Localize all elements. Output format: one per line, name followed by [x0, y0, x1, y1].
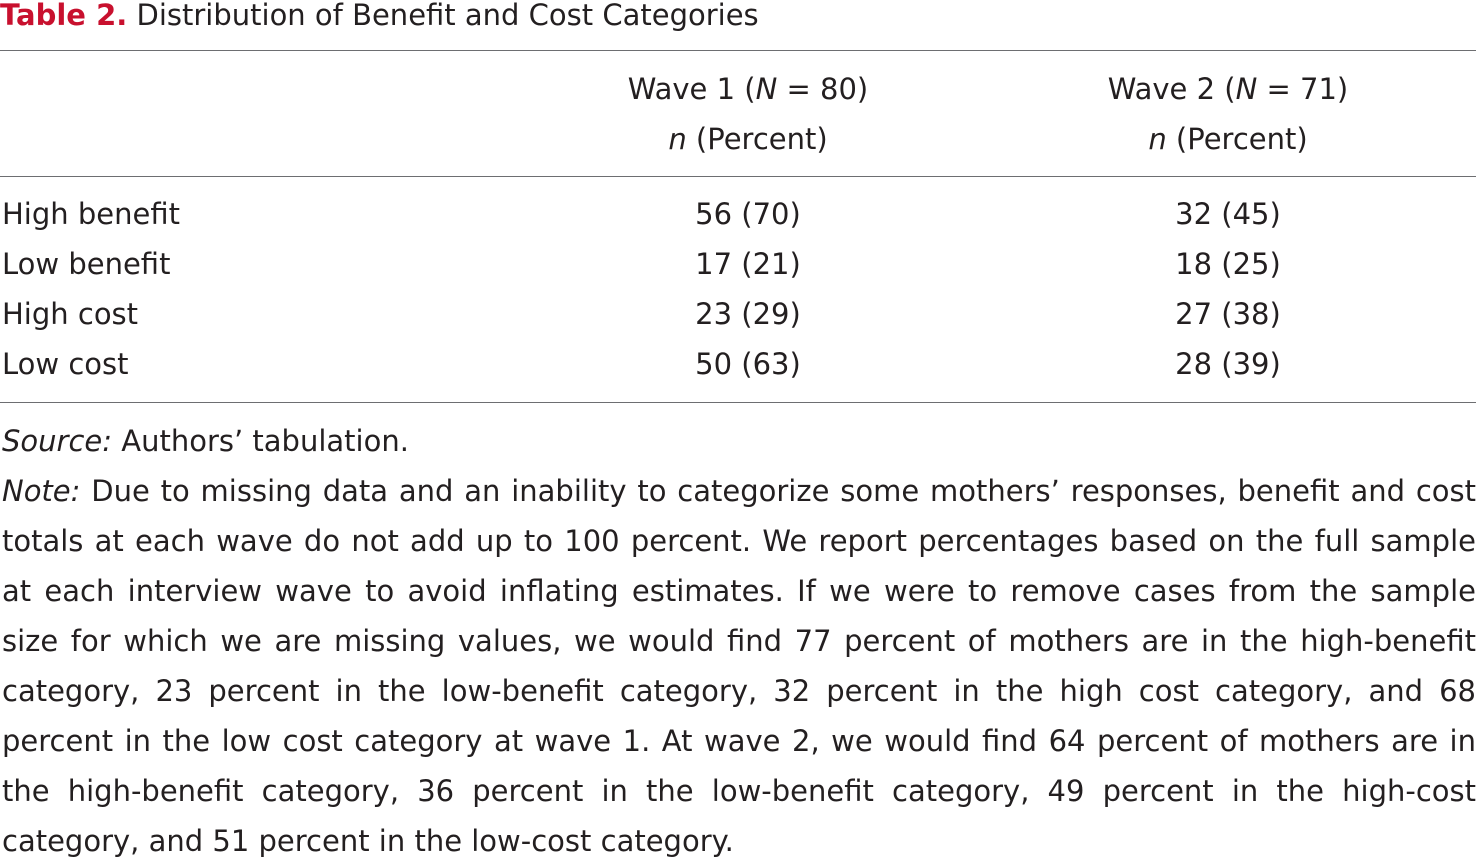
row-label: Low cost: [2, 347, 129, 381]
table-caption: [0, 0, 759, 33]
wave2-value: 18 (25): [1175, 247, 1281, 281]
bottom-rule: [0, 402, 1476, 403]
source-label: Source:: [2, 424, 113, 458]
column-subheader-wave1-percent: (Percent): [686, 122, 828, 156]
column-header-wave1-paren: (: [744, 72, 756, 106]
column-subheader-wave2-n: n: [1148, 122, 1167, 156]
column-subheader-wave2-percent: (Percent): [1166, 122, 1308, 156]
wave1-value: 50 (63): [695, 347, 801, 381]
source-note: [2, 416, 1476, 466]
wave2-value: 27 (38): [1175, 297, 1281, 331]
column-subheader-wave1-n: n: [668, 122, 687, 156]
note-text: Due to missing data and an inability to categorize some mothers’ responses, benefit and cost totals at each wave do not add up to 100 percent. We report percentages based on the full sample at each interview wave to avoid inflating estimates. If we were to remove cases from the sample size for which we are missing values, we would find 77 percent of mothers are in the high-benefit category, 23 percent in the low-benefit category, 32 percent in the high cost category, and 68 percent in the low cost category at wave 1. At wave 2, we would find 64 percent of mothers are in the high-benefit category, 36 percent in the low-benefit category, 49 percent in the high-cost category, and 51 percent in the low-cost category.: [2, 474, 1476, 858]
table-row: [0, 239, 1476, 289]
table-footnotes: [2, 416, 1476, 866]
wave1-value: 23 (29): [695, 297, 801, 331]
table-row: [0, 189, 1476, 239]
table-number-label: Table 2.: [0, 0, 128, 32]
top-rule: [0, 50, 1476, 51]
note-label: Note:: [2, 474, 81, 508]
header-rule: [0, 176, 1476, 177]
column-header-wave2: [1018, 64, 1438, 114]
wave1-value: 56 (70): [695, 197, 801, 231]
column-header-wave2-n-value: = 71): [1257, 72, 1349, 106]
row-label: High cost: [2, 297, 139, 331]
column-header-wave2-n-symbol: N: [1235, 72, 1258, 106]
column-header-wave2-paren: (: [1224, 72, 1236, 106]
source-text: Authors’ tabulation.: [112, 424, 409, 458]
table-title: Distribution of Benefit and Cost Categories: [136, 0, 759, 32]
wave1-value: 17 (21): [695, 247, 801, 281]
column-header-wave2-label: Wave 2: [1107, 72, 1216, 106]
column-header-wave1-n-symbol: N: [755, 72, 778, 106]
row-label: Low benefit: [2, 247, 171, 281]
wave2-value: 32 (45): [1175, 197, 1281, 231]
wave2-value: 28 (39): [1175, 347, 1281, 381]
column-subheader-wave2: [1018, 114, 1438, 164]
general-note: [2, 466, 1476, 866]
column-subheader-wave1: [538, 114, 958, 164]
row-label: High benefit: [2, 197, 180, 231]
table-row: [0, 339, 1476, 389]
column-header-wave1: [538, 64, 958, 114]
column-header-wave1-label: Wave 1: [627, 72, 736, 106]
column-header-wave1-n-value: = 80): [777, 72, 869, 106]
table-row: [0, 289, 1476, 339]
